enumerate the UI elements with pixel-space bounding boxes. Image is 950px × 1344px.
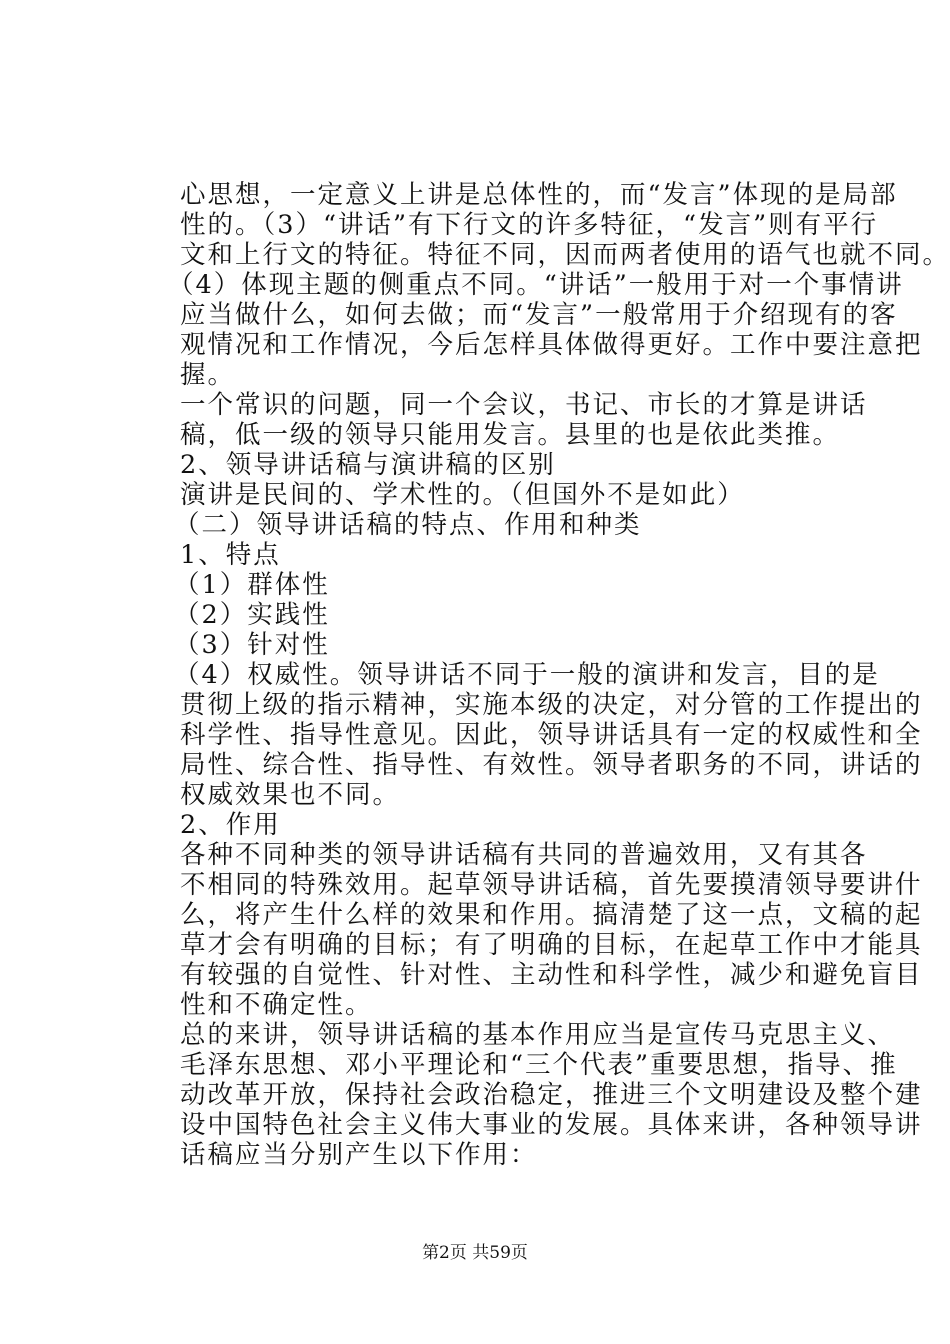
- page-number-footer: 第2页 共59页: [422, 1243, 528, 1263]
- heading-line: 2、作用: [180, 810, 281, 840]
- body-line: 文和上行文的特征。特征不同，因而两者使用的语气也就不同。: [180, 240, 950, 270]
- body-line: 么，将产生什么样的效果和作用。搞清楚了这一点，文稿的起: [180, 900, 923, 930]
- body-line: 观情况和工作情况，今后怎样具体做得更好。工作中要注意把: [180, 330, 923, 360]
- body-line: 毛泽东思想、邓小平理论和“三个代表”重要思想，指导、推: [180, 1050, 898, 1080]
- body-line: 不相同的特殊效用。起草领导讲话稿，首先要摸清领导要讲什: [180, 870, 923, 900]
- body-line: 设中国特色社会主义伟大事业的发展。具体来讲，各种领导讲: [180, 1110, 923, 1140]
- body-line: 有较强的自觉性、针对性、主动性和科学性，减少和避免盲目: [180, 960, 923, 990]
- body-line: 性的。（3）“讲话”有下行文的许多特征，“发言”则有平行: [180, 210, 879, 240]
- body-line: 总的来讲，领导讲话稿的基本作用应当是宣传马克思主义、: [180, 1020, 896, 1050]
- body-line: 动改革开放，保持社会政治稳定，推进三个文明建设及整个建: [180, 1080, 923, 1110]
- list-item: （2）实践性: [174, 600, 330, 630]
- indented-text: 一个常识的问题，同一个会议，书记、市长的才算是讲话: [180, 390, 868, 420]
- body-line: 演讲是民间的、学术性的。（但国外不是如此）: [180, 480, 745, 510]
- heading-line: （二）领导讲话稿的特点、作用和种类: [174, 510, 642, 540]
- body-line: 权威效果也不同。: [180, 780, 401, 810]
- body-line: 草才会有明确的目标；有了明确的目标，在起草工作中才能具: [180, 930, 923, 960]
- body-line: （4）体现主题的侧重点不同。“讲话”一般用于对一个事情讲: [168, 270, 904, 300]
- list-item: （1）群体性: [174, 570, 330, 600]
- body-line: 局性、综合性、指导性、有效性。领导者职务的不同，讲话的: [180, 750, 923, 780]
- list-item: （4）权威性。领导讲话不同于一般的演讲和发言，目的是: [174, 660, 880, 690]
- body-line: 贯彻上级的指示精神，实施本级的决定，对分管的工作提出的: [180, 690, 923, 720]
- body-line: 应当做什么，如何去做；而“发言”一般常用于介绍现有的客: [180, 300, 898, 330]
- body-line: 握。: [180, 360, 236, 390]
- heading-line: 1、特点: [180, 540, 281, 570]
- heading-line: 2、领导讲话稿与演讲稿的区别: [180, 450, 556, 480]
- body-line: 科学性、指导性意见。因此，领导讲话具有一定的权威性和全: [180, 720, 923, 750]
- list-item: （3）针对性: [174, 630, 330, 660]
- body-line: 话稿应当分别产生以下作用：: [180, 1140, 538, 1170]
- body-line: 心思想，一定意义上讲是总体性的，而“发言”体现的是局部: [180, 180, 898, 210]
- paragraph-line: [180, 390, 868, 420]
- body-line: 稿，低一级的领导只能用发言。县里的也是依此类推。: [180, 420, 841, 450]
- body-line: 各种不同种类的领导讲话稿有共同的普遍效用，又有其各: [180, 840, 868, 870]
- body-line: 性和不确定性。: [180, 990, 373, 1020]
